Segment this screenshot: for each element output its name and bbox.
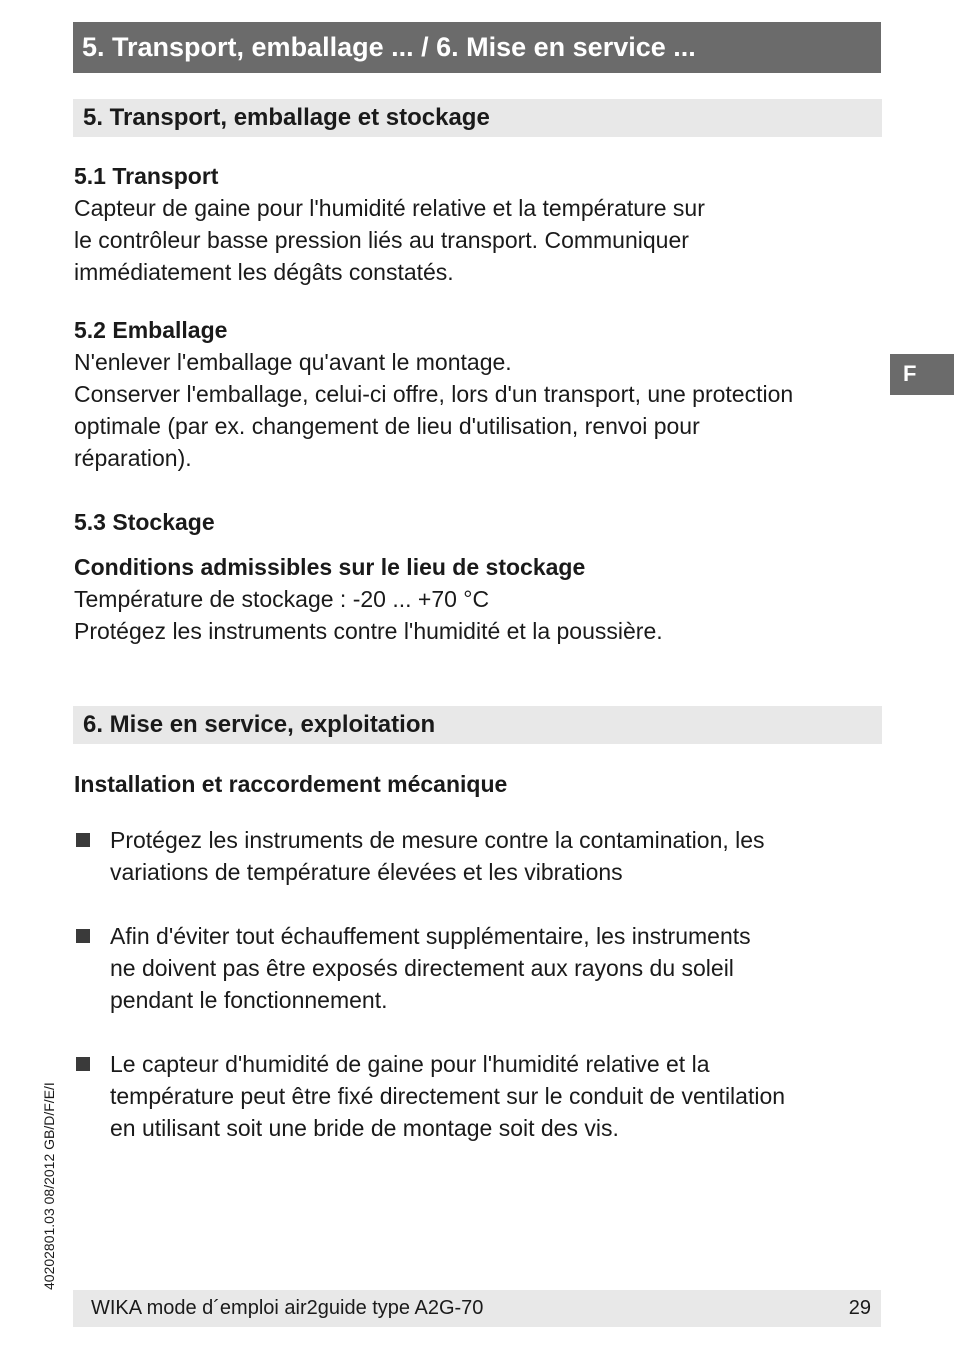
installation-heading: Installation et raccordement mécanique [74, 771, 508, 797]
section-6-title: 6. Mise en service, exploitation [73, 706, 882, 744]
square-bullet-icon [76, 833, 90, 847]
page-number: 29 [848, 1297, 871, 1319]
section-5-title: 5. Transport, emballage et stockage [73, 99, 882, 137]
emballage-block [74, 314, 874, 474]
emballage-text: N'enlever l'emballage qu'avant le montage. Conserver l'emballage, celui-ci offre, lors d'un transport, une protection optimale (par ex. changement de lieu d'utilisation, renvoi pour réparation). [74, 349, 794, 471]
square-bullet-icon [76, 929, 90, 943]
list-item [74, 1048, 874, 1144]
document-code: 40202801.03 08/2012 GB/D/F/E/I [41, 1082, 57, 1290]
transport-text: Capteur de gaine pour l'humidité relative et la température sur le contrôleur basse pression liés au transport. Communiquer immédiatement les dégâts constatés. [74, 195, 705, 285]
stockage-heading: 5.3 Stockage [74, 509, 215, 535]
stockage-conditions-block [74, 551, 874, 647]
emballage-heading: 5.2 Emballage [74, 317, 228, 343]
list-item [74, 920, 874, 1016]
list-item [74, 824, 874, 888]
transport-block [74, 160, 874, 288]
stockage-heading-block [74, 506, 874, 538]
square-bullet-icon [76, 1057, 90, 1071]
footer-text: WIKA mode d´emploi air2guide type A2G-70 [91, 1297, 484, 1319]
transport-heading: 5.1 Transport [74, 163, 219, 189]
page-footer [73, 1290, 881, 1327]
list-item-text: Le capteur d'humidité de gaine pour l'humidité relative et la température peut être fixé directement sur le conduit de ventilation en utilisant soit une bride de montage soit des vis. [110, 1051, 786, 1141]
stockage-subheading: Conditions admissibles sur le lieu de stockage [74, 554, 586, 580]
list-item-text: Protégez les instruments de mesure contre la contamination, les variations de température élevées et les vibrations [110, 827, 765, 885]
page-header: 5. Transport, emballage ... / 6. Mise en service ... [73, 22, 881, 73]
stockage-text: Température de stockage : -20 ... +70 °C Protégez les instruments contre l'humidité et la poussière. [74, 586, 663, 644]
list-item-text: Afin d'éviter tout échauffement supplémentaire, les instruments ne doivent pas être exposés directement aux rayons du soleil pendant le fonctionnement. [110, 923, 751, 1013]
language-tab: F [890, 354, 954, 395]
installation-heading-block [74, 768, 874, 800]
